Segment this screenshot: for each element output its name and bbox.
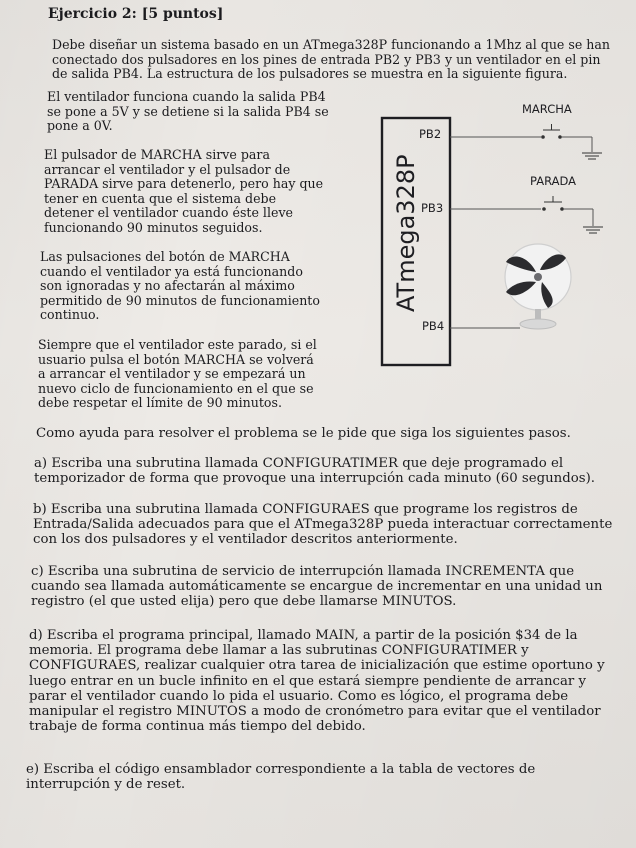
text-line: continuo. <box>40 307 100 323</box>
text-line: cuando sea llamada automáticamente se encargue de incrementar en una unidad un <box>31 579 603 595</box>
text-line: luego entrar en un bucle infinito en el que estará siempre pendiente de arrancar y <box>29 673 586 689</box>
text-line: cuando el ventilador ya está funcionando <box>40 263 303 279</box>
chip-label: ATmega328P <box>392 154 420 312</box>
text-line: con los dos pulsadores y el ventilador descritos anteriormente. <box>33 532 458 548</box>
text-line: tener en cuenta que el sistema debe <box>44 190 277 206</box>
pin-pb3-label: PB3 <box>421 201 444 215</box>
parada-label: PARADA <box>530 174 576 188</box>
text-line: usuario pulsa el botón MARCHA se volverá <box>38 351 314 367</box>
step-d <box>29 628 605 734</box>
text-line: e) Escriba el código ensamblador correspondiente a la tabla de vectores de <box>26 762 536 777</box>
intro-line: conectado dos pulsadores en los pines de entrada PB2 y PB3 y un ventilador en el pin <box>52 51 601 67</box>
text-line: CONFIGURAES, realizar cualquier otra tarea de inicialización que estime oportuno y <box>29 658 605 674</box>
text-line: son ignoradas y no afectarán al máximo <box>40 278 295 294</box>
text-line: PARADA sirve para detenerlo, pero hay que <box>44 176 324 192</box>
text-line: El pulsador de MARCHA sirve para <box>44 147 270 162</box>
text-line: Las pulsaciones del botón de MARCHA <box>40 249 290 264</box>
text-line: trabaje de forma continua más tiempo del debido. <box>29 719 366 735</box>
text-line: Entrada/Salida adecuados para que el ATmega328P pueda interactuar correctamente <box>33 517 613 533</box>
text-line: permitido de 90 minutos de funcionamiento <box>40 292 320 308</box>
ground-icon <box>582 153 602 159</box>
text-line: debe respetar el límite de 90 minutos. <box>38 395 282 411</box>
text-line: Siempre que el ventilador este parado, si el <box>38 337 317 352</box>
step-b <box>33 502 612 548</box>
ground-icon <box>583 227 603 233</box>
text-line: a) Escriba una subrutina llamada CONFIGURATIMER que deje programado el <box>34 456 564 471</box>
text-line: pone a 0V. <box>47 118 113 134</box>
text-line: nuevo ciclo de funcionamiento en el que se <box>38 380 314 396</box>
marcha-label: MARCHA <box>522 102 572 116</box>
exercise-heading: Ejercicio 2: [5 puntos] <box>48 6 224 22</box>
pin-pb2-label: PB2 <box>419 127 442 141</box>
text-line: arrancar el ventilador y el pulsador de <box>44 161 291 177</box>
text-line: temporizador de forma que provoque una interrupción cada minuto (60 segundos). <box>34 471 595 487</box>
fan-icon <box>505 244 571 329</box>
text-line: c) Escriba una subrutina de servicio de interrupción llamada INCREMENTA que <box>31 564 575 579</box>
step-e <box>26 762 535 792</box>
text-line: funcionando 90 minutos seguidos. <box>44 219 263 235</box>
help-intro: Como ayuda para resolver el problema se le pide que siga los siguientes pasos. <box>36 426 571 441</box>
pin-pb4-label: PB4 <box>422 319 445 333</box>
intro-line: Debe diseñar un sistema basado en un ATmega328P funcionando a 1Mhz al que se han <box>52 37 611 52</box>
text-line: a arrancar el ventilador y se empezará un <box>38 366 306 382</box>
text-line: registro (el que usted elija) pero que debe llamarse MINUTOS. <box>31 594 457 610</box>
step-a <box>34 456 595 486</box>
text-line: manipular el registro MINUTOS a modo de cronómetro para evitar que el ventilador <box>29 704 601 720</box>
step-c <box>31 564 602 610</box>
text-line: El ventilador funciona cuando la salida PB4 <box>47 89 326 104</box>
text-line: interrupción y de reset. <box>26 777 186 793</box>
text-line: d) Escriba el programa principal, llamado MAIN, a partir de la posición $34 de la <box>29 628 578 643</box>
text-line: se pone a 5V y se detiene si la salida PB4 se <box>47 103 329 119</box>
text-line: memoria. El programa debe llamar a las subrutinas CONFIGURATIMER y <box>29 643 529 659</box>
text-line: parar el ventilador cuando lo pida el usuario. Como es lógico, el programa debe <box>29 688 569 704</box>
text-line: b) Escriba una subrutina llamada CONFIGURAES que programe los registros de <box>33 502 578 517</box>
text-line: detener el ventilador cuando éste lleve <box>44 205 294 221</box>
intro-line: de salida PB4. La estructura de los pulsadores se muestra en la siguiente figura. <box>52 66 568 82</box>
